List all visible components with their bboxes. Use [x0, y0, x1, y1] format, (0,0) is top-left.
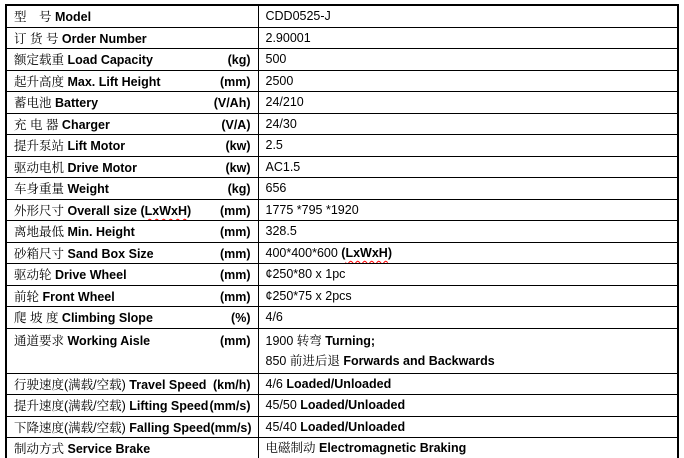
label-text — [14, 244, 154, 262]
table-row — [6, 5, 678, 27]
spec-value-cell — [258, 199, 678, 221]
label-english: Battery — [54, 96, 99, 111]
value-line-1 — [266, 49, 671, 69]
value-misspelled: LxWxH — [345, 245, 388, 260]
value-plain: 24/30 — [265, 116, 297, 131]
label-chinese: 提升泵站 — [14, 139, 68, 154]
spec-label-cell — [6, 27, 258, 49]
table-row — [6, 156, 678, 178]
label-wrap — [14, 115, 251, 133]
table-row — [6, 242, 678, 264]
table-row — [6, 438, 678, 458]
label-text — [14, 72, 161, 90]
spec-label-cell — [6, 199, 258, 221]
label-wrap — [14, 287, 251, 305]
spec-value-cell — [258, 373, 678, 395]
spec-label-cell — [6, 373, 258, 395]
label-english: Model — [54, 10, 92, 25]
table-row — [6, 416, 678, 438]
spec-value-cell — [258, 328, 678, 373]
label-unit: (kg) — [227, 53, 251, 68]
spec-label-cell — [6, 113, 258, 135]
label-wrap — [14, 375, 251, 393]
value-line-1 — [266, 114, 671, 134]
table-row — [6, 199, 678, 221]
label-english: Max. Lift Height — [67, 74, 161, 89]
value-line-1 — [266, 71, 671, 91]
value-line-1 — [266, 395, 671, 415]
value-plain: 1900 转弯 — [265, 333, 326, 348]
spec-label-cell — [6, 92, 258, 114]
label-text — [14, 158, 137, 176]
label-text — [14, 136, 125, 154]
label-unit: (mm) — [219, 203, 251, 218]
spec-label-cell — [6, 70, 258, 92]
spec-value-cell — [258, 92, 678, 114]
table-row — [6, 328, 678, 373]
spec-value-cell — [258, 113, 678, 135]
table-row — [6, 221, 678, 243]
table-row — [6, 92, 678, 114]
label-wrap — [14, 7, 251, 25]
value-plain: 2.5 — [265, 138, 283, 153]
label-chinese: 订 货 号 — [14, 31, 62, 46]
spec-label-cell — [6, 328, 258, 373]
label-chinese: 车身重量 — [14, 182, 68, 197]
value-bold-open-paren: ( — [341, 245, 346, 260]
label-wrap — [14, 222, 251, 240]
value-line-1 — [266, 243, 671, 263]
spec-value-cell — [258, 27, 678, 49]
label-english: Climbing Slope — [61, 311, 153, 326]
label-text — [14, 50, 153, 68]
spec-value-cell — [258, 285, 678, 307]
value-bold: Turning; — [325, 333, 376, 348]
label-chinese: 额定载重 — [14, 53, 68, 68]
spec-value-cell — [258, 70, 678, 92]
spec-value-cell — [258, 5, 678, 27]
value-plain: 2500 — [265, 73, 294, 88]
spec-label-cell — [6, 438, 258, 458]
label-text — [14, 287, 115, 305]
label-text — [14, 308, 153, 326]
value-line-1 — [266, 331, 671, 351]
label-unit: (V/Ah) — [213, 96, 251, 111]
label-wrap — [14, 179, 251, 197]
label-english: Working Aisle — [67, 333, 151, 348]
label-unit: (mm) — [219, 333, 251, 348]
value-line-1 — [266, 264, 671, 284]
label-chinese: 起升高度 — [14, 74, 68, 89]
label-chinese: 提升速度(满载/空载) — [14, 399, 130, 414]
label-text — [14, 201, 191, 219]
spec-value-cell — [258, 178, 678, 200]
label-unit: (kw) — [225, 160, 251, 175]
label-english: Load Capacity — [67, 53, 153, 68]
spec-label-cell — [6, 242, 258, 264]
label-english: Travel Speed — [129, 377, 207, 392]
table-row — [6, 70, 678, 92]
label-chinese: 型 号 — [14, 10, 55, 25]
table-row — [6, 178, 678, 200]
label-wrap — [14, 308, 251, 326]
value-plain: 500 — [265, 52, 287, 67]
value-line-1 — [266, 374, 671, 394]
label-unit: (mm) — [219, 74, 251, 89]
value-line-1 — [266, 200, 671, 220]
value-bold: Loaded/Unloaded — [286, 376, 392, 391]
table-row — [6, 307, 678, 329]
label-unit: (mm) — [219, 246, 251, 261]
value-plain: ¢250*80 x 1pc — [265, 267, 346, 282]
spec-value-cell — [258, 242, 678, 264]
value-plain: ¢250*75 x 2pcs — [265, 288, 352, 303]
label-chinese: 下降速度(满载/空载) — [14, 420, 130, 435]
label-text — [14, 222, 135, 240]
spec-label-cell — [6, 135, 258, 157]
label-english: Drive Wheel — [54, 268, 127, 283]
label-chinese: 制动方式 — [14, 442, 68, 457]
value-line-1 — [266, 221, 671, 241]
label-unit: (mm) — [219, 225, 251, 240]
label-english: Lift Motor — [67, 139, 126, 154]
spec-value-cell — [258, 307, 678, 329]
label-text — [14, 179, 109, 197]
value-line-1 — [266, 135, 671, 155]
value-line-1 — [266, 417, 671, 437]
label-english: Falling Speed — [129, 420, 211, 435]
value-plain: 1775 *795 *1920 — [265, 202, 359, 217]
label-wrap — [14, 201, 251, 219]
spec-label-cell — [6, 395, 258, 417]
label-text — [14, 265, 127, 283]
label-text — [14, 396, 208, 414]
label-unit: (mm/s) — [209, 399, 251, 414]
label-wrap — [14, 93, 251, 111]
label-english: Front Wheel — [42, 289, 115, 304]
value-plain: 45/50 — [265, 398, 301, 413]
spec-label-cell — [6, 264, 258, 286]
label-text — [14, 7, 91, 25]
label-chinese: 前轮 — [14, 289, 43, 304]
table-row — [6, 285, 678, 307]
value-line-1 — [266, 438, 671, 458]
label-chinese: 外形尺寸 — [14, 203, 68, 218]
value-line-2 — [266, 351, 671, 371]
value-line-1 — [266, 178, 671, 198]
label-english: Drive Motor — [67, 160, 137, 175]
value-bold-close-paren: ) — [387, 245, 392, 260]
spec-value-cell — [258, 438, 678, 458]
value-line-1 — [266, 28, 671, 48]
label-unit: (km/h) — [213, 377, 251, 392]
value2-plain: 850 前进后退 — [265, 353, 344, 368]
label-english: Order Number — [61, 31, 147, 46]
table-row — [6, 49, 678, 71]
label-english: Lifting Speed — [129, 399, 209, 414]
spec-value-cell — [258, 156, 678, 178]
label-wrap — [14, 439, 251, 457]
label-text — [14, 418, 211, 436]
label-chinese: 蓄电池 — [14, 96, 55, 111]
value-plain: 24/210 — [265, 95, 304, 110]
value-line-1 — [266, 307, 671, 327]
label-unit: (mm/s) — [210, 420, 252, 435]
value-plain: CDD0525-J — [265, 9, 331, 24]
label-wrap — [14, 50, 251, 68]
value-plain: 656 — [265, 181, 287, 196]
label-wrap — [14, 396, 251, 414]
spec-value-cell — [258, 416, 678, 438]
label-text — [14, 375, 206, 393]
value-plain: 45/40 — [265, 419, 301, 434]
label-wrap — [14, 72, 251, 90]
value-bold: Electromagnetic Braking — [318, 441, 467, 456]
label-chinese: 砂箱尺寸 — [14, 246, 68, 261]
spec-value-cell — [258, 264, 678, 286]
value-plain: 400*400*600 — [265, 245, 342, 260]
table-row — [6, 135, 678, 157]
table-row — [6, 395, 678, 417]
value-line-1 — [266, 286, 671, 306]
label-unit: (mm) — [219, 268, 251, 283]
spec-table-body — [6, 5, 678, 458]
label-chinese: 爬 坡 度 — [14, 311, 62, 326]
label-english-post: ) — [186, 203, 192, 218]
label-wrap — [14, 136, 251, 154]
value-plain: 2.90001 — [265, 30, 311, 45]
value-line-1 — [266, 157, 671, 177]
label-chinese: 驱动电机 — [14, 160, 68, 175]
label-wrap — [14, 158, 251, 176]
label-chinese: 驱动轮 — [14, 268, 55, 283]
label-text — [14, 115, 110, 133]
label-english: Service Brake — [67, 442, 151, 457]
label-unit: (kw) — [225, 139, 251, 154]
label-chinese: 离地最低 — [14, 225, 68, 240]
label-chinese: 行驶速度(满载/空载) — [14, 377, 130, 392]
table-row — [6, 27, 678, 49]
spec-table — [5, 4, 679, 458]
value-plain: 328.5 — [265, 224, 297, 239]
value2-bold: Forwards and Backwards — [343, 353, 495, 368]
spec-label-cell — [6, 5, 258, 27]
spec-label-cell — [6, 49, 258, 71]
label-english: Min. Height — [67, 225, 135, 240]
table-row — [6, 113, 678, 135]
label-wrap — [14, 29, 251, 47]
table-row — [6, 373, 678, 395]
label-unit: (%) — [231, 311, 251, 326]
spec-label-cell — [6, 307, 258, 329]
label-english-misspelled: LxWxH — [144, 203, 187, 218]
spec-label-cell — [6, 221, 258, 243]
spec-label-cell — [6, 285, 258, 307]
spec-label-cell — [6, 178, 258, 200]
value-bold: Loaded/Unloaded — [300, 398, 406, 413]
label-wrap — [14, 331, 251, 349]
label-text — [14, 93, 98, 111]
label-unit: (mm) — [219, 289, 251, 304]
label-wrap — [14, 418, 251, 436]
value-plain: 电磁制动 — [265, 441, 319, 456]
label-unit: (V/A) — [221, 117, 251, 132]
spec-value-cell — [258, 221, 678, 243]
value-line-1 — [266, 92, 671, 112]
label-unit: (kg) — [227, 182, 251, 197]
spec-label-cell — [6, 156, 258, 178]
label-chinese: 通道要求 — [14, 333, 68, 348]
value-line-1 — [266, 6, 671, 26]
label-english: Charger — [61, 117, 110, 132]
label-text — [14, 439, 150, 457]
label-chinese: 充 电 器 — [14, 117, 62, 132]
value-bold: Loaded/Unloaded — [300, 419, 406, 434]
label-wrap — [14, 244, 251, 262]
spec-value-cell — [258, 49, 678, 71]
value-plain: 4/6 — [265, 376, 287, 391]
label-english: Weight — [67, 182, 109, 197]
value-plain: 4/6 — [265, 310, 283, 325]
label-wrap — [14, 265, 251, 283]
label-text — [14, 29, 147, 47]
spec-label-cell — [6, 416, 258, 438]
value-plain: AC1.5 — [265, 159, 301, 174]
spec-value-cell — [258, 135, 678, 157]
label-text — [14, 331, 150, 349]
table-row — [6, 264, 678, 286]
label-english-pre: Overall size ( — [67, 203, 145, 218]
label-english: Sand Box Size — [67, 246, 154, 261]
spec-value-cell — [258, 395, 678, 417]
